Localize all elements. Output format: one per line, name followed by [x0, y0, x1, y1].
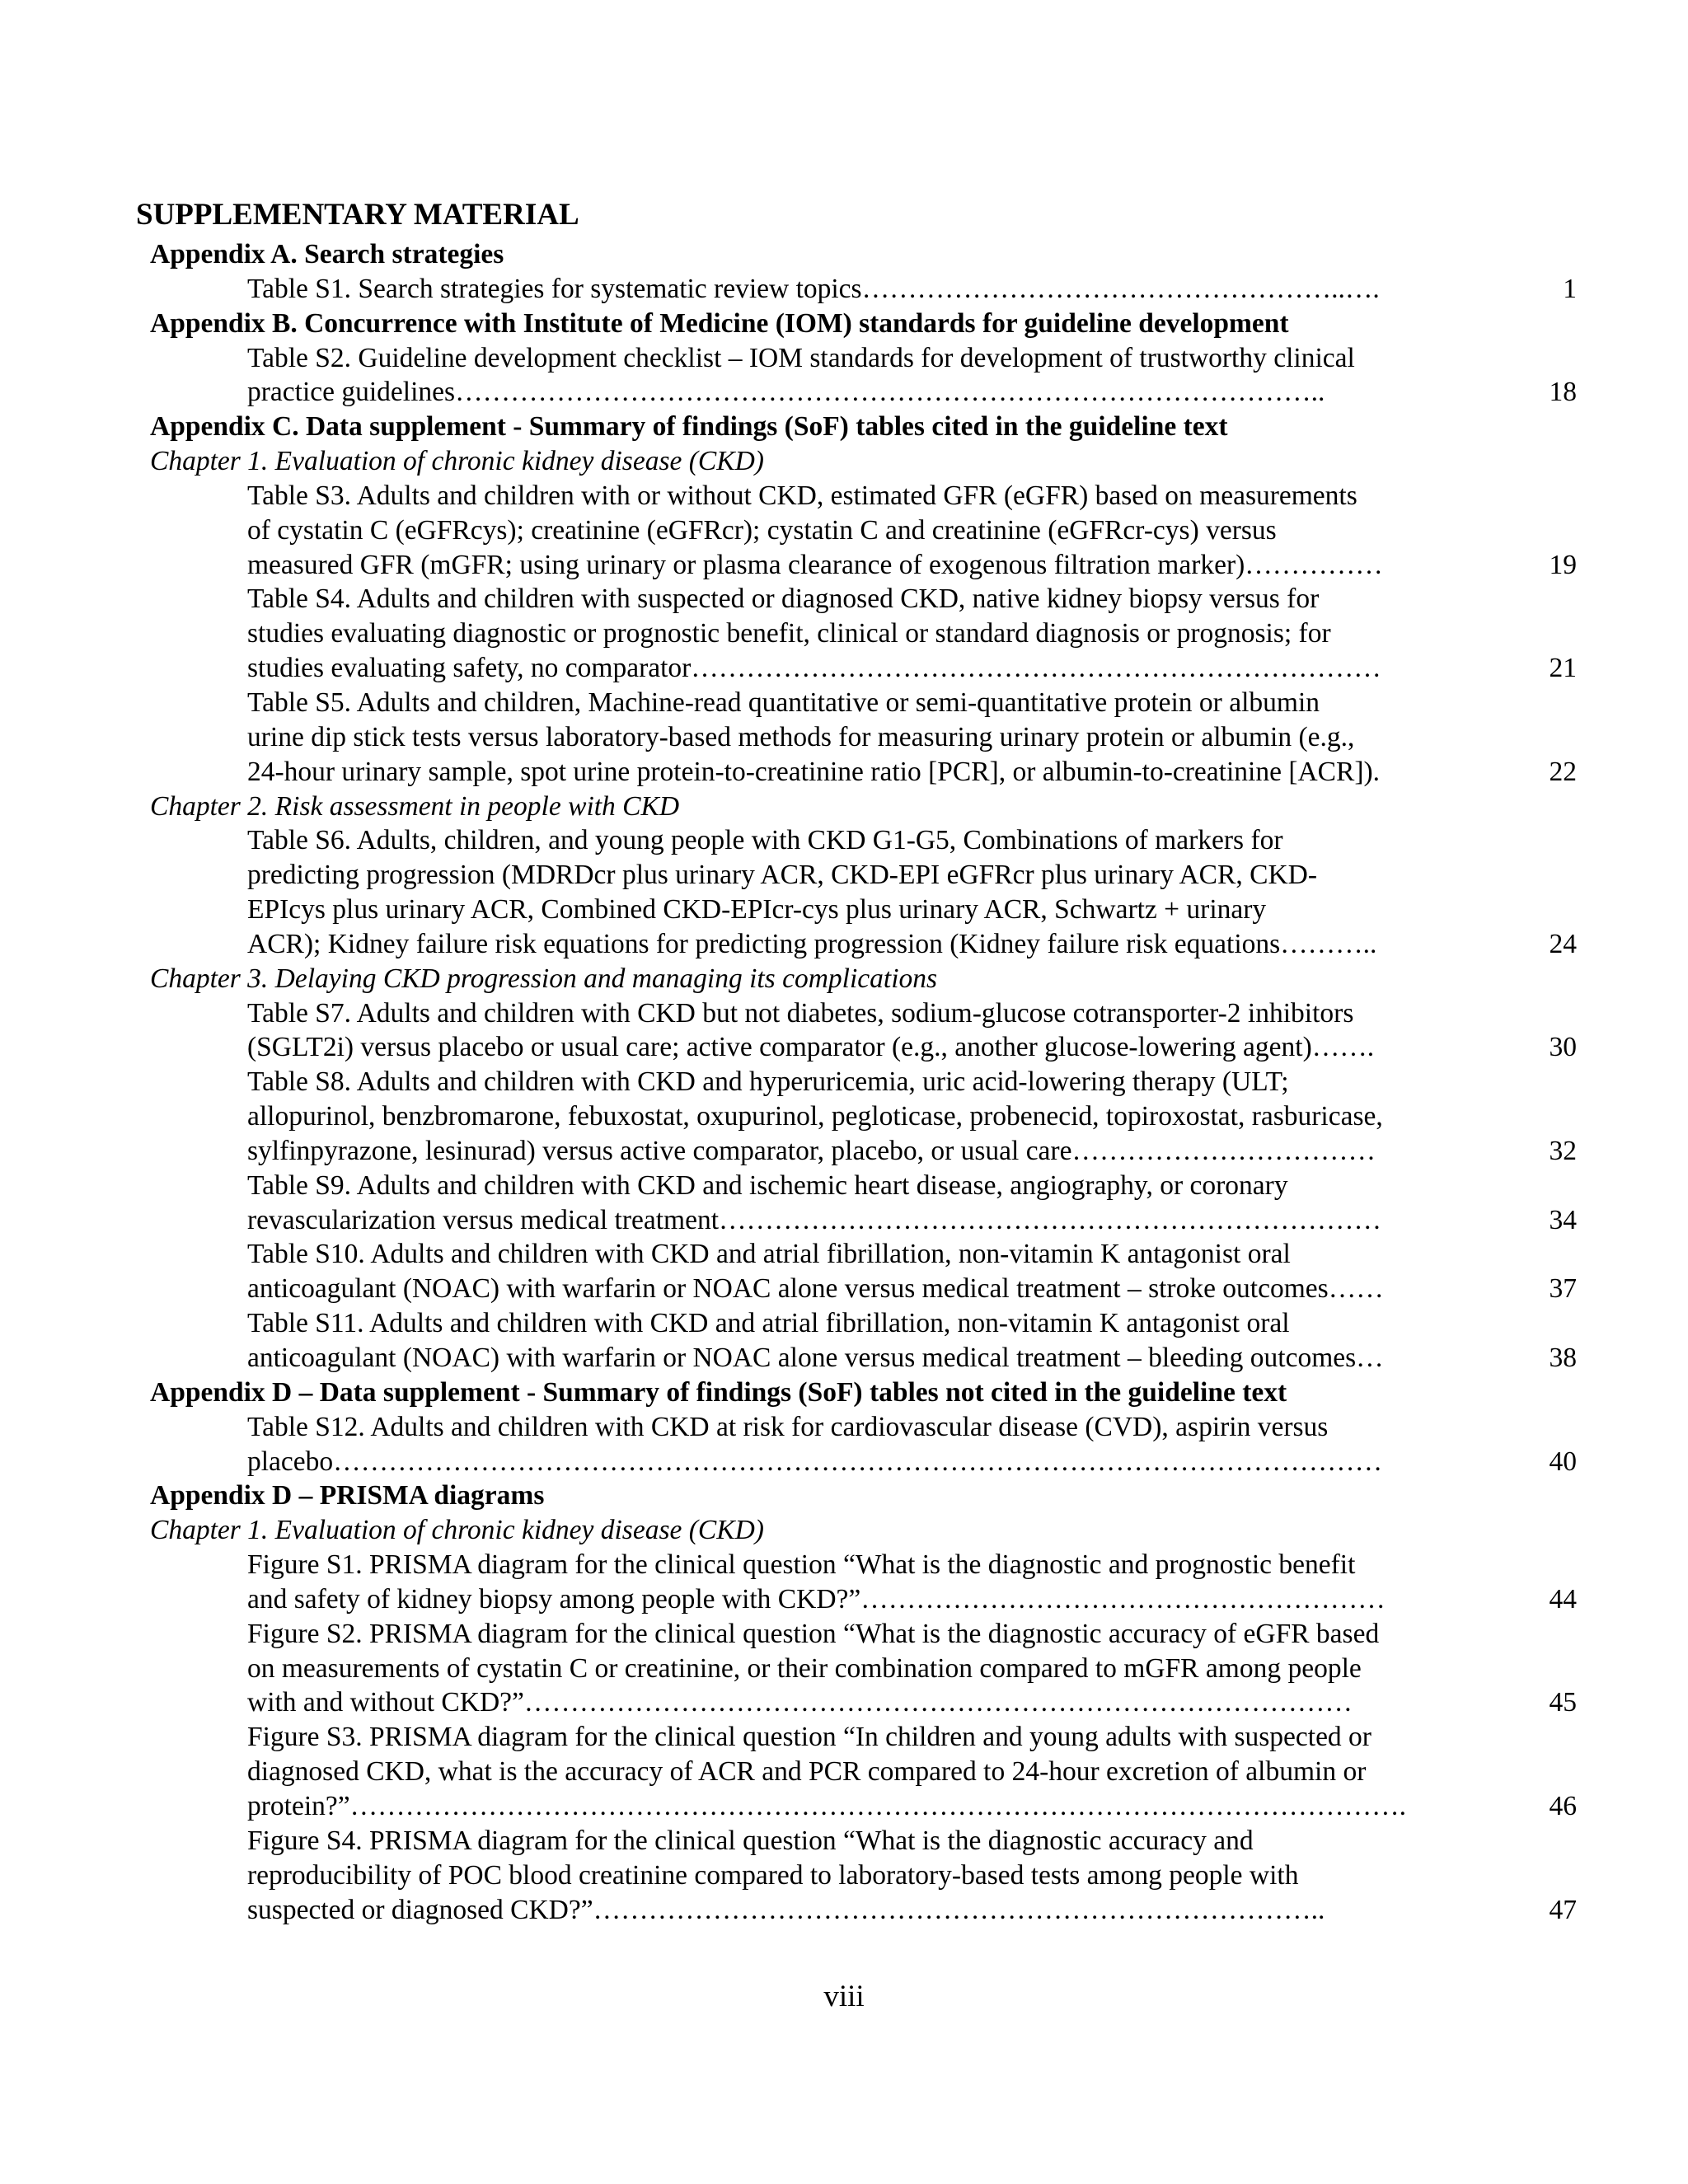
toc-entry-line — [0, 513, 1688, 548]
toc-entry-line — [0, 1272, 1688, 1306]
toc-entry-text: allopurinol, benzbromarone, febuxostat, oxupurinol, pegloticase, probenecid, topiroxostat, rasburicase, — [247, 1101, 1383, 1132]
toc-entry-text: Table S12. Adults and children with CKD at risk for cardiovascular disease (CVD), aspirin versus — [247, 1411, 1329, 1442]
toc-entry-line — [0, 1858, 1688, 1893]
toc-entry-line — [0, 582, 1688, 616]
toc-entry-line — [0, 1789, 1688, 1824]
toc-entry-text: Figure S3. PRISMA diagram for the clinical question “In children and young adults with suspected or — [247, 1722, 1372, 1753]
toc-entry-text: urine dip stick tests versus laboratory-based methods for measuring urinary protein or albumin (e.g., — [247, 721, 1355, 752]
toc-entry-text: measured GFR (mGFR; using urinary or plasma clearance of exogenous filtration marker)…………… — [247, 549, 1383, 580]
table-of-contents — [0, 237, 1688, 1927]
toc-entry-text: Table S8. Adults and children with CKD and hyperuricemia, uric acid-lowering therapy (ULT; — [247, 1066, 1289, 1098]
toc-entry-line — [0, 823, 1688, 858]
toc-entry-line — [0, 1341, 1688, 1376]
appendix-heading: Appendix D – Data supplement - Summary of findings (SoF) tables not cited in the guideline text — [150, 1376, 1287, 1408]
toc-entry-text: on measurements of cystatin C or creatinine, or their combination compared to mGFR among people — [247, 1652, 1362, 1684]
chapter-heading: Chapter 2. Risk assessment in people with CKD — [150, 790, 680, 822]
toc-entry-text: placebo…………………………………………………………………………………………………… — [247, 1446, 1383, 1477]
appendix-heading: Appendix C. Data supplement - Summary of findings (SoF) tables cited in the guideline text — [150, 411, 1228, 443]
chapter-heading: Chapter 1. Evaluation of chronic kidney disease (CKD) — [150, 1515, 764, 1546]
toc-page-number: 18 — [1549, 377, 1577, 408]
toc-entry-text: of cystatin C (eGFRcys); creatinine (eGFRcr); cystatin C and creatinine (eGFRcr-cys) versus — [247, 514, 1277, 546]
toc-entry-line — [0, 1652, 1688, 1686]
toc-entry-line — [0, 1617, 1688, 1652]
toc-page-number: 19 — [1549, 549, 1577, 580]
toc-entry-text: Table S10. Adults and children with CKD and atrial fibrillation, non-vitamin K antagonist oral — [247, 1239, 1291, 1270]
toc-entry-line — [0, 1685, 1688, 1720]
toc-entry-line — [0, 1720, 1688, 1755]
toc-page-number: 44 — [1549, 1583, 1577, 1615]
toc-entry-text: predicting progression (MDRDcr plus urinary ACR, CKD-EPI eGFRcr plus urinary ACR, CKD- — [247, 860, 1318, 891]
appendix-heading: Appendix B. Concurrence with Institute of Medicine (IOM) standards for guideline development — [150, 307, 1289, 339]
toc-entry-line — [0, 479, 1688, 513]
toc-entry-line — [0, 1237, 1688, 1272]
chapter-heading: Chapter 3. Delaying CKD progression and managing its complications — [150, 963, 938, 994]
toc-entry-text: Figure S2. PRISMA diagram for the clinical question “What is the diagnostic accuracy of eGFR based — [247, 1618, 1380, 1649]
toc-entry-line — [0, 893, 1688, 927]
toc-entry-text: reproducibility of POC blood creatinine compared to laboratory-based tests among people with — [247, 1859, 1299, 1891]
toc-entry-line — [0, 1445, 1688, 1479]
toc-entry-text: Table S5. Adults and children, Machine-read quantitative or semi-quantitative protein or albumin — [247, 687, 1320, 718]
toc-entry-line — [0, 1030, 1688, 1065]
toc-entry-text: practice guidelines………………………………………………………………………………….. — [247, 377, 1325, 408]
toc-entry-text: EPIcys plus urinary ACR, Combined CKD-EPIcr-cys plus urinary ACR, Schwartz + urinary — [247, 894, 1267, 926]
chapter-heading: Chapter 1. Evaluation of chronic kidney disease (CKD) — [150, 446, 764, 477]
toc-entry-text: sylfinpyrazone, lesinurad) versus active comparator, placebo, or usual care…………………………… — [247, 1135, 1376, 1166]
toc-entry-line — [0, 1203, 1688, 1238]
toc-page-number: 32 — [1549, 1135, 1577, 1166]
toc-entry-line — [0, 616, 1688, 651]
toc-entry-line — [0, 341, 1688, 376]
toc-entry-text: anticoagulant (NOAC) with warfarin or NOAC alone versus medical treatment – stroke outcomes…… — [247, 1273, 1384, 1305]
toc-entry-line — [0, 1169, 1688, 1203]
toc-entry-text: Table S2. Guideline development checklist – IOM standards for development of trustworthy clinical — [247, 342, 1355, 373]
toc-entry-line — [0, 1134, 1688, 1169]
toc-entry-text: anticoagulant (NOAC) with warfarin or NOAC alone versus medical treatment – bleeding outcomes… — [247, 1343, 1384, 1373]
toc-entry-text: Table S1. Search strategies for systematic review topics……………………………………………..…. — [247, 273, 1380, 304]
page-number: viii — [823, 1980, 865, 2013]
toc-entry-line — [0, 548, 1688, 583]
toc-page-number: 47 — [1549, 1894, 1577, 1925]
appendix-heading: Appendix D – PRISMA diagrams — [150, 1480, 545, 1511]
toc-entry-text: studies evaluating diagnostic or prognostic benefit, clinical or standard diagnosis or prognosis; for — [247, 618, 1331, 649]
toc-entry-text: Figure S4. PRISMA diagram for the clinical question “What is the diagnostic accuracy and — [247, 1825, 1254, 1856]
document-title: SUPPLEMENTARY MATERIAL — [136, 198, 579, 232]
toc-entry-line — [0, 1065, 1688, 1099]
appendix-heading: Appendix A. Search strategies — [150, 239, 504, 269]
toc-entry-line — [0, 1306, 1688, 1341]
toc-page-number: 38 — [1549, 1343, 1577, 1373]
toc-page-number: 34 — [1549, 1204, 1577, 1235]
toc-entry-text: protein?”……………………………………………………………………………………………………. — [247, 1790, 1407, 1821]
toc-entry-text: suspected or diagnosed CKD?”…………………………………………………………………….. — [247, 1894, 1325, 1925]
toc-entry-line — [0, 1893, 1688, 1928]
toc-entry-text: diagnosed CKD, what is the accuracy of ACR and PCR compared to 24-hour excretion of albumin or — [247, 1756, 1367, 1788]
toc-page-number: 22 — [1549, 756, 1577, 787]
toc-entry-line — [0, 375, 1688, 410]
toc-entry-line — [0, 858, 1688, 893]
toc-entry-text: Table S9. Adults and children with CKD and ischemic heart disease, angiography, or coronary — [247, 1169, 1288, 1201]
toc-page-number: 40 — [1549, 1446, 1577, 1477]
toc-entry-text: with and without CKD?”……………………………………………………………………………… — [247, 1687, 1353, 1718]
toc-entry-text: Table S6. Adults, children, and young people with CKD G1-G5, Combinations of markers for — [247, 825, 1283, 856]
toc-page-number: 24 — [1549, 928, 1577, 959]
toc-entry-text: Table S3. Adults and children with or without CKD, estimated GFR (eGFR) based on measurements — [247, 480, 1357, 511]
toc-entry-line — [0, 1582, 1688, 1617]
toc-entry-line — [0, 755, 1688, 790]
toc-entry-line — [0, 651, 1688, 686]
toc-entry-text: Table S11. Adults and children with CKD and atrial fibrillation, non-vitamin K antagonist oral — [247, 1308, 1290, 1339]
toc-entry-line — [0, 996, 1688, 1031]
toc-page-number: 1 — [1563, 273, 1577, 304]
toc-entry-text: Table S4. Adults and children with suspected or diagnosed CKD, native kidney biopsy versus for — [247, 583, 1320, 615]
toc-page-number: 21 — [1549, 653, 1577, 684]
toc-entry-text: revascularization versus medical treatment……………………………………………………………… — [247, 1204, 1382, 1235]
toc-entry-line — [0, 720, 1688, 755]
toc-entry-line — [0, 1099, 1688, 1134]
toc-entry-line — [0, 1755, 1688, 1789]
toc-entry-line — [0, 927, 1688, 962]
toc-page-number: 46 — [1549, 1790, 1577, 1821]
toc-page-number: 45 — [1549, 1687, 1577, 1718]
toc-entry-line — [0, 1548, 1688, 1582]
toc-entry-line — [0, 686, 1688, 720]
toc-entry-text: and safety of kidney biopsy among people with CKD?”………………………………………………… — [247, 1583, 1386, 1615]
toc-page-number: 37 — [1549, 1273, 1577, 1305]
toc-entry-text: Figure S1. PRISMA diagram for the clinical question “What is the diagnostic and prognostic benefit — [247, 1549, 1356, 1581]
toc-entry-text: Table S7. Adults and children with CKD but not diabetes, sodium-glucose cotransporter-2 inhibitors — [247, 997, 1354, 1029]
toc-entry-text: 24-hour urinary sample, spot urine protein-to-creatinine ratio [PCR], or albumin-to-creatinine [ACR]). — [247, 756, 1381, 787]
toc-entry-line — [0, 1410, 1688, 1445]
toc-entry-text: (SGLT2i) versus placebo or usual care; active comparator (e.g., another glucose-lowering agent)……. — [247, 1032, 1375, 1063]
toc-entry-text: ACR); Kidney failure risk equations for predicting progression (Kidney failure risk equations……….. — [247, 928, 1377, 959]
toc-entry-line — [0, 272, 1688, 307]
toc-page-number: 30 — [1549, 1032, 1577, 1063]
toc-entry-text: studies evaluating safety, no comparator………………………………………………………………… — [247, 653, 1381, 684]
toc-entry-line — [0, 1824, 1688, 1858]
